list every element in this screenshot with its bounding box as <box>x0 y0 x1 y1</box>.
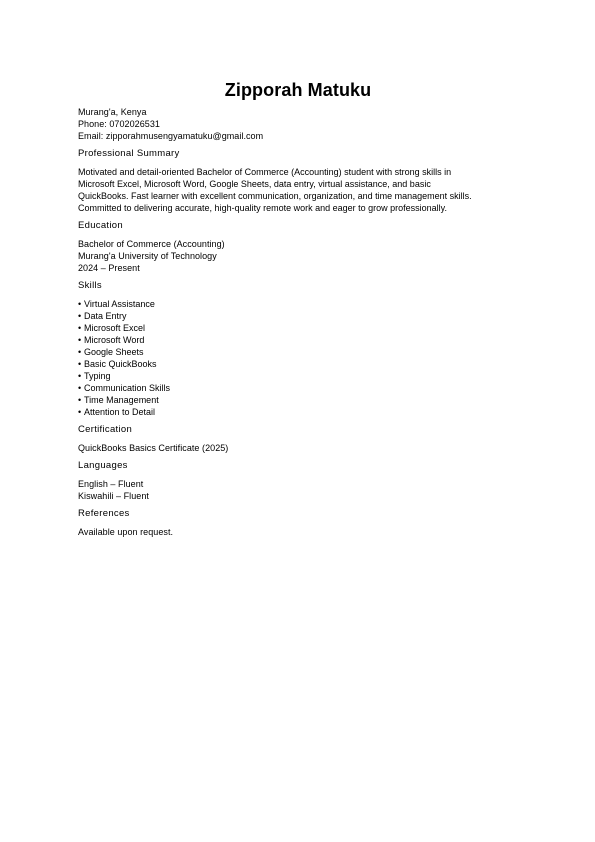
education-heading: Education <box>78 220 123 231</box>
summary-line: QuickBooks. Fast learner with excellent communication, organization, and time management skills. <box>78 191 472 201</box>
references-heading: References <box>78 508 130 519</box>
bullet-icon: • <box>78 395 82 405</box>
language-item: Kiswahili – Fluent <box>78 491 149 501</box>
skill-item <box>78 406 518 418</box>
contact-location: Murang'a, Kenya <box>78 107 147 117</box>
certification-heading: Certification <box>78 424 133 435</box>
skill-label: Google Sheets <box>84 347 144 357</box>
skill-item <box>78 322 518 334</box>
bullet-icon: • <box>78 335 82 345</box>
summary-heading: Professional Summary <box>78 148 180 159</box>
skill-label: Time Management <box>84 395 159 405</box>
language-item: English – Fluent <box>78 479 144 489</box>
skill-item <box>78 382 518 394</box>
skill-item <box>78 370 518 382</box>
bullet-icon: • <box>78 323 82 333</box>
skill-label: Data Entry <box>84 311 127 321</box>
references-text: Available upon request. <box>78 527 174 537</box>
skill-item <box>78 334 518 346</box>
certification-item: QuickBooks Basics Certificate (2025) <box>78 443 229 453</box>
summary-line: Committed to delivering accurate, high-quality remote work and eager to grow professionally. <box>78 203 448 213</box>
languages-heading: Languages <box>78 460 128 471</box>
summary-line: Motivated and detail-oriented Bachelor of Commerce (Accounting) student with strong skills in <box>78 167 452 177</box>
skills-list <box>78 298 518 418</box>
skill-item <box>78 298 518 310</box>
skill-item <box>78 394 518 406</box>
skill-label: Communication Skills <box>84 383 171 393</box>
skill-label: Attention to Detail <box>84 407 156 417</box>
bullet-icon: • <box>78 311 82 321</box>
skill-item <box>78 358 518 370</box>
contact-block <box>78 106 518 142</box>
bullet-icon: • <box>78 371 82 381</box>
contact-email: Email: zipporahmusengyamatuku@gmail.com <box>78 131 264 141</box>
bullet-icon: • <box>78 383 82 393</box>
bullet-icon: • <box>78 359 82 369</box>
summary-line: Microsoft Excel, Microsoft Word, Google Sheets, data entry, virtual assistance, and basic <box>78 179 431 189</box>
contact-phone: Phone: 0702026531 <box>78 119 160 129</box>
bullet-icon: • <box>78 347 82 357</box>
skill-item <box>78 310 518 322</box>
education-period: 2024 – Present <box>78 263 140 273</box>
skill-label: Virtual Assistance <box>84 299 155 309</box>
resume-page <box>78 78 518 538</box>
skill-label: Microsoft Excel <box>84 323 146 333</box>
summary-paragraph <box>78 166 520 214</box>
skill-item <box>78 346 518 358</box>
skill-label: Typing <box>84 371 111 381</box>
education-institution: Murang'a University of Technology <box>78 251 217 261</box>
skill-label: Microsoft Word <box>84 335 145 345</box>
skill-label: Basic QuickBooks <box>84 359 157 369</box>
bullet-icon: • <box>78 407 82 417</box>
languages-block <box>78 478 518 502</box>
resume-name: Zipporah Matuku <box>224 80 372 100</box>
skills-heading: Skills <box>78 280 102 291</box>
bullet-icon: • <box>78 299 82 309</box>
education-block <box>78 238 518 274</box>
education-degree: Bachelor of Commerce (Accounting) <box>78 239 225 249</box>
